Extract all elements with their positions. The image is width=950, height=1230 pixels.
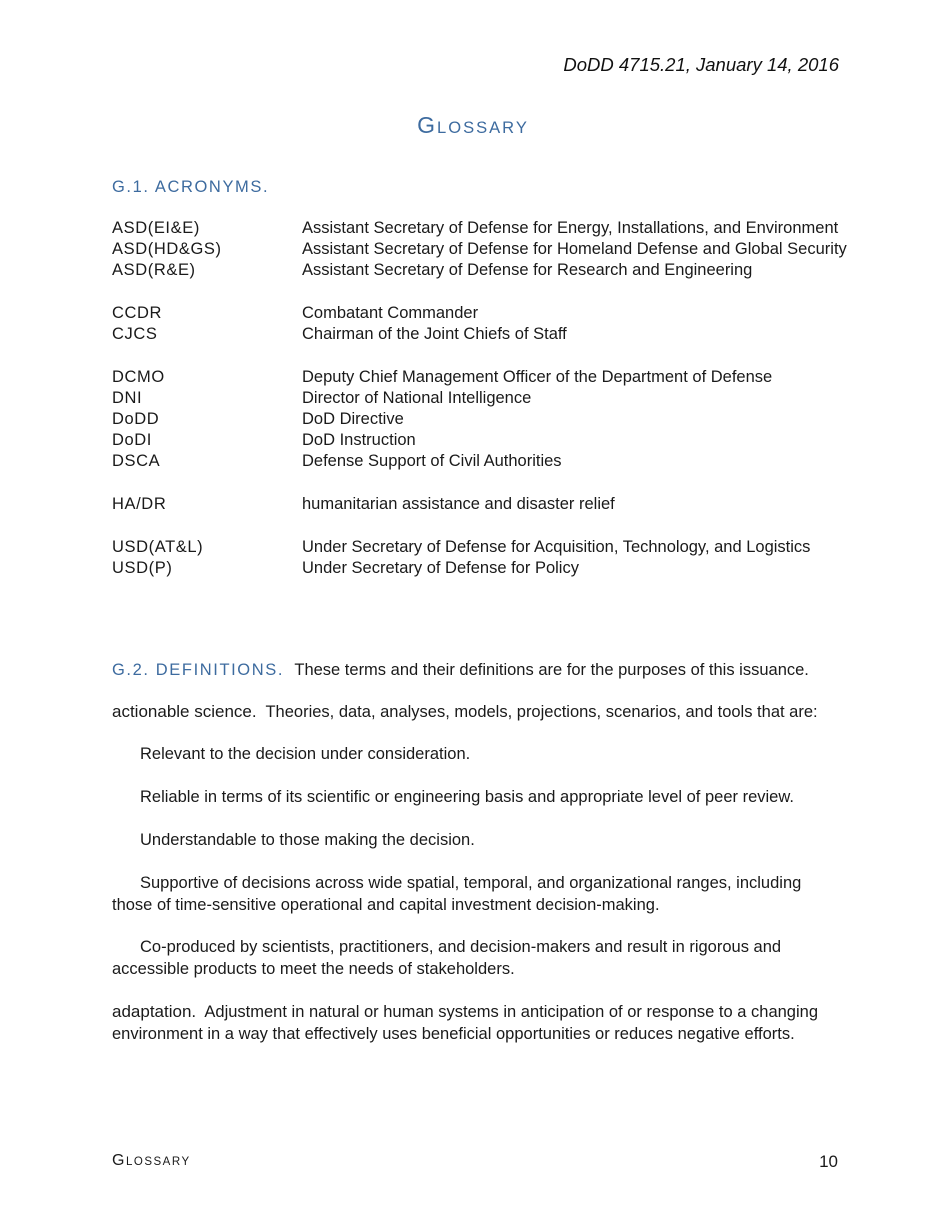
page-title [0, 112, 946, 139]
acronym-abbr: DNI [112, 389, 143, 407]
acronym-abbr: CCDR [112, 304, 163, 322]
acronym-row [112, 239, 852, 260]
acronym-abbr: ASD(R&E) [112, 261, 196, 279]
acronym-abbr: DCMO [112, 368, 165, 386]
definition-actionable-science [112, 701, 842, 724]
definition-term: adaptation. [112, 1002, 197, 1021]
acronym-desc: DoD Instruction [302, 431, 416, 449]
definition-text: Theories, data, analyses, models, projections, scenarios, and tools that are: [265, 703, 818, 721]
acronym-desc: Chairman of the Joint Chiefs of Staff [302, 325, 567, 343]
acronym-row [112, 430, 852, 451]
acronym-row [112, 218, 852, 239]
title-rest: LOSSARY [437, 118, 529, 137]
acronym-abbr: DoDD [112, 410, 160, 428]
definitions-intro-text: These terms and their definitions are for the purposes of this issuance. [294, 661, 809, 679]
acronym-desc: Deputy Chief Management Officer of the Department of Defense [302, 368, 773, 386]
definitions-intro [112, 661, 809, 680]
acronym-abbr: HA/DR [112, 495, 167, 513]
definition-term: actionable science. [112, 702, 257, 721]
acronym-desc: Defense Support of Civil Authorities [302, 452, 562, 470]
definition-list-item: Reliable in terms of its scientific or engineering basis and appropriate level of peer review. [140, 788, 794, 806]
acronym-row [112, 260, 852, 281]
footer-section-title [112, 1152, 191, 1170]
footer-title-rest: LOSSARY [125, 1156, 191, 1168]
acronym-desc: Under Secretary of Defense for Acquisition, Technology, and Logistics [302, 538, 811, 556]
acronym-row [112, 494, 852, 515]
acronym-abbr: USD(P) [112, 559, 173, 577]
acronym-row [112, 537, 852, 558]
definitions-heading: G.2. DEFINITIONS. [112, 661, 285, 679]
group-spacer [112, 515, 852, 537]
acronym-desc: Assistant Secretary of Defense for Homeland Defense and Global Security [302, 240, 847, 258]
acronym-desc: Assistant Secretary of Defense for Energy, Installations, and Environment [302, 219, 839, 237]
definition-list-item: Co-produced by scientists, practitioners, and decision-makers and result in rigorous and accessible products to meet the needs of stakeholders. [112, 938, 782, 978]
acronym-table [112, 218, 852, 579]
footer-title-initial: G [112, 1152, 126, 1169]
acronym-row [112, 367, 852, 388]
acronym-row [112, 324, 852, 345]
acronym-desc: DoD Directive [302, 410, 404, 428]
definition-adaptation [112, 1001, 842, 1045]
acronym-abbr: ASD(HD&GS) [112, 240, 222, 258]
acronym-row [112, 388, 852, 409]
page-number: 10 [819, 1152, 838, 1171]
group-spacer [112, 281, 852, 303]
acronym-abbr: ASD(EI&E) [112, 219, 200, 237]
acronym-row [112, 558, 852, 579]
acronym-desc: Director of National Intelligence [302, 389, 532, 407]
acronym-desc: Under Secretary of Defense for Policy [302, 559, 579, 577]
acronym-row [112, 409, 852, 430]
acronym-desc: Assistant Secretary of Defense for Research and Engineering [302, 261, 753, 279]
document-reference: DoDD 4715.21, January 14, 2016 [563, 54, 839, 75]
acronyms-heading: G.1. ACRONYMS. [112, 178, 270, 196]
definition-text: Adjustment in natural or human systems in anticipation of or response to a changing environment in a way that effectively uses beneficial opportunities or reduces negative efforts. [112, 1003, 818, 1043]
definition-list-item: Understandable to those making the decision. [140, 831, 475, 849]
title-initial: G [417, 112, 437, 138]
acronym-desc: Combatant Commander [302, 304, 479, 322]
definition-list-item: Supportive of decisions across wide spatial, temporal, and organizational ranges, including those of time-sensitive operational and capital investment decision-making. [112, 874, 802, 914]
acronym-row [112, 451, 852, 472]
group-spacer [112, 345, 852, 367]
definition-list-item: Relevant to the decision under consideration. [140, 745, 471, 763]
acronym-abbr: USD(AT&L) [112, 538, 204, 556]
acronym-row [112, 303, 852, 324]
acronym-abbr: DSCA [112, 452, 161, 470]
acronym-abbr: CJCS [112, 325, 158, 343]
acronym-abbr: DoDI [112, 431, 152, 449]
group-spacer [112, 472, 852, 494]
acronym-desc: humanitarian assistance and disaster relief [302, 495, 615, 513]
